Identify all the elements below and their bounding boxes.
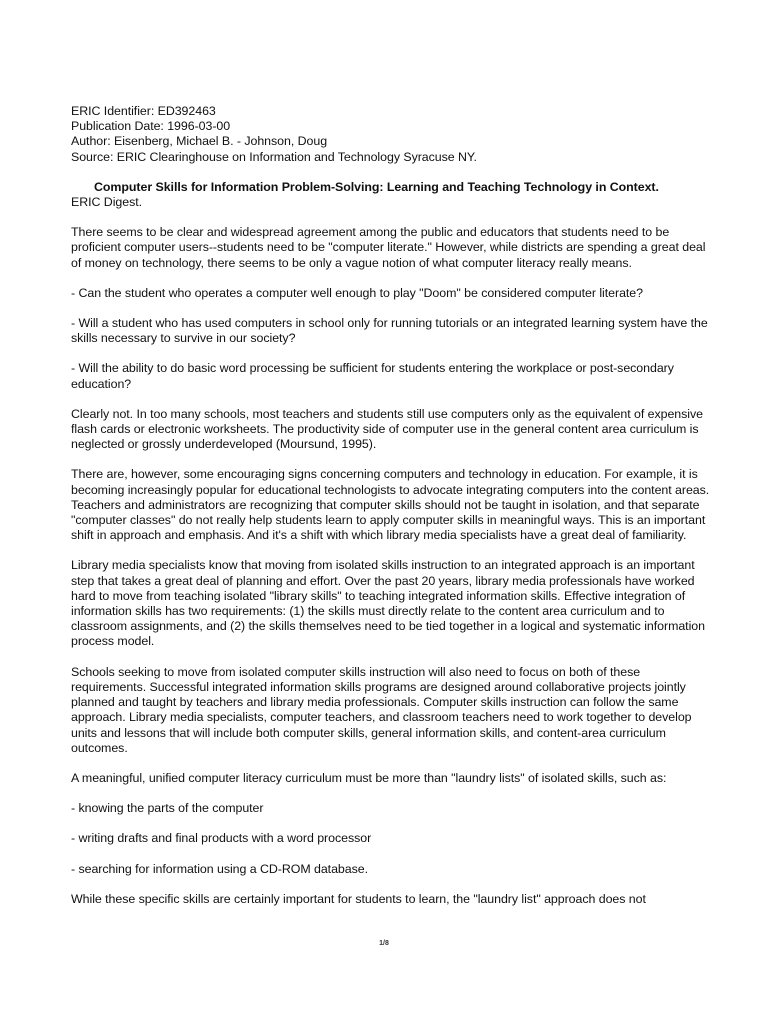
document-title: Computer Skills for Information Problem-Solving: Learning and Teaching Technology in Context. [94, 179, 659, 194]
paragraph: There are, however, some encouraging signs concerning computers and technology in education. For example, it is becoming increasingly popular for educational technologists to advocate integrating computers into the content areas. Teachers and administrators are recognizing that computer skills should not be taught in isolation, and that separate "computer classes" do not really help students learn to apply computer skills in meaningful ways. This is an important shift in approach and emphasis. And it's a shift with which library media specialists have a great deal of familiarity. [71, 467, 710, 543]
title-block [71, 180, 711, 210]
paragraph: While these specific skills are certainly important for students to learn, the "laundry list" approach does not [71, 891, 646, 906]
paragraph: Clearly not. In too many schools, most teachers and students still use computers only as the equivalent of expensive flash cards or electronic worksheets. The productivity side of computer use in the general content area curriculum is neglected or grossly underdeveloped (Moursund, 1995). [71, 406, 703, 452]
source-line: Source: ERIC Clearinghouse on Information and Technology Syracuse NY. [71, 149, 477, 164]
paragraph: - Will the ability to do basic word processing be sufficient for students entering the workplace or post-secondary education? [71, 361, 674, 391]
paragraph: There seems to be clear and widespread agreement among the public and educators that students need to be proficient computer users--students need to be "computer literate." However, while districts are spending a great deal of money on technology, there seems to be only a vague notion of what computer literacy really means. [71, 225, 706, 270]
document-metadata [71, 104, 711, 165]
eric-identifier: ERIC Identifier: ED392463 [71, 104, 216, 118]
paragraph: Schools seeking to move from isolated computer skills instruction will also need to focus on both of these requirements. Successful integrated information skills programs are designed around collaborative projects jointly planned and taught by teachers and library media professionals. Computer skills instruction can follow the same approach. Library media specialists, computer teachers, and classroom teachers need to work together to develop units and lessons that will include both computer skills, general information skills, and content-area curriculum outcomes. [71, 664, 692, 755]
paragraph: - Will a student who has used computers in school only for running tutorials or an integrated learning system have the skills necessary to survive in our society? [71, 316, 708, 346]
paragraph: A meaningful, unified computer literacy curriculum must be more than "laundry lists" of isolated skills, such as: [71, 770, 667, 785]
paragraph: - writing drafts and final products with a word processor [71, 831, 372, 846]
paragraph: - searching for information using a CD-ROM database. [71, 861, 368, 876]
document-body [71, 225, 711, 907]
page-number: 1/8 [379, 940, 389, 947]
paragraph: Library media specialists know that moving from isolated skills instruction to an integrated approach is an important step that takes a great deal of planning and effort. Over the past 20 years, library media professionals have worked hard to move from teaching isolated "library skills" to teaching integrated information skills. Effective integration of information skills has two requirements: (1) the skills must directly relate to the content area curriculum and to classroom assignments, and (2) the skills themselves need to be tied together in a logical and systematic information process model. [71, 558, 705, 649]
publication-date: Publication Date: 1996-03-00 [71, 119, 231, 134]
author-line: Author: Eisenberg, Michael B. - Johnson, Doug [71, 134, 328, 149]
paragraph: - knowing the parts of the computer [71, 801, 264, 816]
document-subtitle: ERIC Digest. [71, 195, 143, 210]
paragraph: - Can the student who operates a computer well enough to play "Doom" be considered computer literate? [71, 285, 643, 300]
document-page [71, 104, 711, 907]
